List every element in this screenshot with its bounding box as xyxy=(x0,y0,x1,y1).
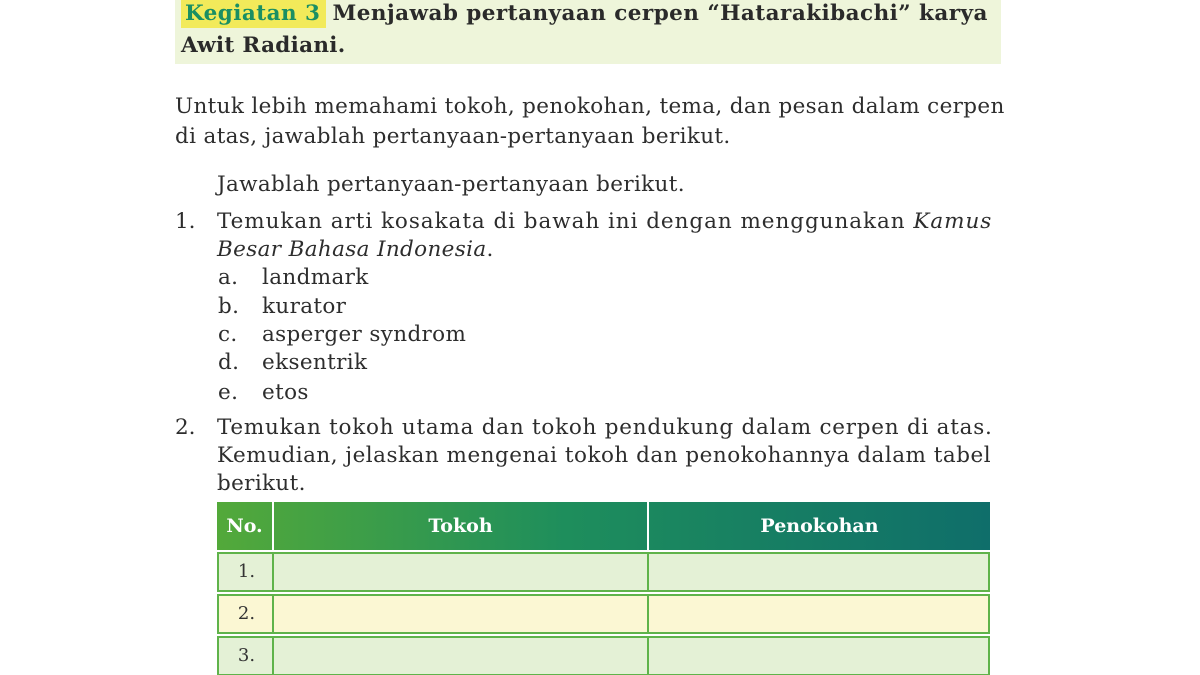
activity-title-text: Menjawab pertanyaan cerpen “Hatarakibachi” karya xyxy=(332,1,988,26)
activity-title-line-2: Awit Radiani. xyxy=(181,33,346,58)
table-row xyxy=(217,594,990,634)
table-row xyxy=(217,636,990,675)
question-2-line-2: Kemudian, jelaskan mengenai tokoh dan penokohannya dalam tabel xyxy=(217,443,992,468)
list-item: a. landmark xyxy=(218,265,369,290)
list-item: c. asperger syndrom xyxy=(218,322,467,347)
activity-label: Kegiatan 3 xyxy=(181,0,326,28)
question-1-line-1-italic: Kamus xyxy=(913,209,993,234)
instruction-text: Jawablah pertanyaan-pertanyaan berikut. xyxy=(217,172,685,197)
question-1-line-1-text: Temukan arti kosakata di bawah ini dengan menggunakan xyxy=(217,209,906,234)
header-no: No. xyxy=(226,515,263,537)
question-1-number: 1. xyxy=(175,209,196,234)
row-number: 2. xyxy=(237,603,256,624)
header-tokoh: Tokoh xyxy=(428,515,493,537)
list-item: b. kurator xyxy=(218,294,347,319)
intro-line-1: Untuk lebih memahami tokoh, penokohan, tema, dan pesan dalam cerpen xyxy=(175,94,1005,119)
header-penokohan: Penokohan xyxy=(760,515,879,537)
activity-header xyxy=(175,0,1001,64)
question-1-line-1 xyxy=(217,209,992,234)
row-number: 1. xyxy=(237,561,256,582)
question-1-line-2-period: . xyxy=(486,237,494,262)
question-2-line-3: berikut. xyxy=(217,471,306,496)
kbbi-italic: Besar Bahasa Indonesia xyxy=(217,237,487,262)
table-row xyxy=(217,552,990,592)
list-item: d. eksentrik xyxy=(218,350,368,375)
question-2-number: 2. xyxy=(175,415,196,440)
question-2-line-1: Temukan tokoh utama dan tokoh pendukung dalam cerpen di atas. xyxy=(217,415,993,440)
intro-line-2: di atas, jawablah pertanyaan-pertanyaan berikut. xyxy=(175,124,731,149)
activity-title-line-1 xyxy=(181,1,988,26)
row-number: 3. xyxy=(237,645,256,666)
table-header xyxy=(217,502,990,550)
question-1-line-2 xyxy=(217,237,494,262)
list-item: e. etos xyxy=(218,380,309,405)
